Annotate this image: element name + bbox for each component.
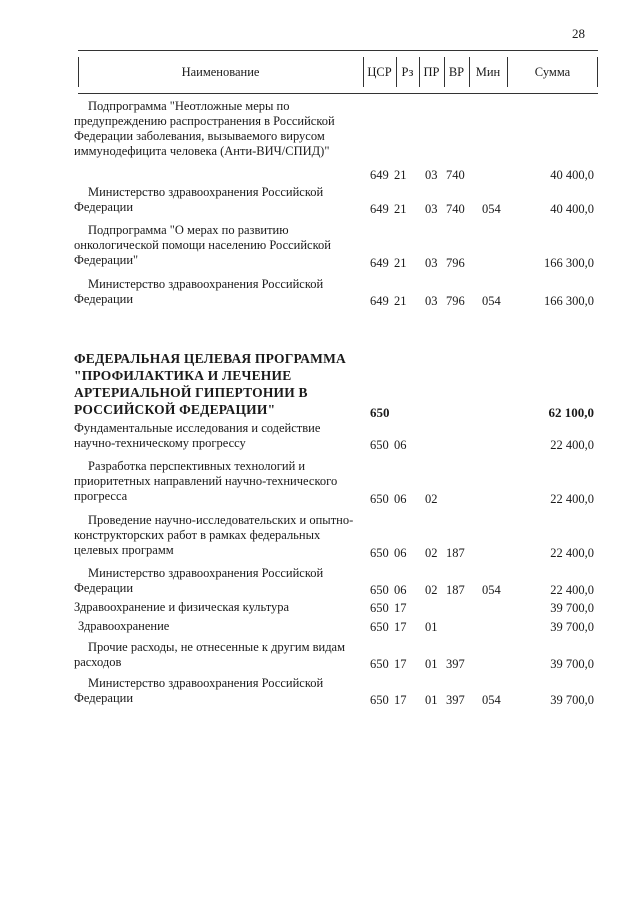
row-vr: 796 [446,294,465,308]
row-csr: 650 [370,438,389,452]
row-rz: 06 [394,583,407,597]
table-row [0,459,640,507]
row-rz: 06 [394,438,407,452]
table-row [0,640,640,672]
row-rz: 06 [394,492,407,506]
row-rz: 21 [394,168,407,182]
row-csr: 650 [370,546,389,560]
table-row [0,676,640,708]
row-csr: 650 [370,492,389,506]
row-pr: 02 [425,492,438,506]
row-vr: 397 [446,693,465,707]
header-min: Мин [475,64,501,79]
row-csr: 649 [370,294,389,308]
row-pr: 01 [425,657,438,671]
row-name: Министерство здравоохранения Российской Федерации [74,277,324,306]
row-rz: 17 [394,601,407,615]
page-number: 28 [572,26,585,41]
table-row [0,619,640,635]
row-csr: 650 [370,405,390,420]
row-min: 054 [482,202,501,216]
table-row [0,277,640,309]
row-name: Здравоохранение и физическая культура [74,600,290,614]
row-sum: 62 100,0 [548,405,594,420]
row-name: Подпрограмма "Неотложные меры по предупреждению распространения в Российской Федерации заболевания, вызываемого вирусом иммунодефицита человека (Анти-ВИЧ/СПИД)" [74,99,335,158]
row-sum: 22 400,0 [550,583,594,597]
row-name: Разработка перспективных технологий и приоритетных направлений научно-технического прогресса [74,459,338,503]
row-pr: 03 [425,256,438,270]
header-sum: Сумма [534,64,571,79]
row-pr: 01 [425,693,438,707]
row-sum: 39 700,0 [550,601,594,615]
row-csr: 650 [370,620,389,634]
row-name: Проведение научно-исследовательских и опытно-конструкторских работ в рамках федеральных целевых программ [74,513,354,557]
row-rz: 21 [394,202,407,216]
table-row [0,185,640,217]
row-min: 054 [482,693,501,707]
table-row [0,600,640,616]
header-divider [597,57,598,87]
row-name: Фундаментальные исследования и содействие научно-техническому прогрессу [74,421,321,450]
row-sum: 39 700,0 [550,693,594,707]
row-csr: 650 [370,693,389,707]
header-name: Наименование [181,64,260,79]
row-vr: 187 [446,546,465,560]
row-vr: 740 [446,202,465,216]
row-sum: 39 700,0 [550,657,594,671]
row-sum: 22 400,0 [550,492,594,506]
header-pr: ПР [423,64,440,79]
row-csr: 649 [370,256,389,270]
row-csr: 650 [370,657,389,671]
table-row [0,566,640,598]
row-sum: 22 400,0 [550,438,594,452]
row-name: Подпрограмма "О мерах по развитию онкологической помощи населению Российской Федерации" [74,223,331,267]
row-pr: 03 [425,202,438,216]
row-csr: 649 [370,202,389,216]
row-vr: 187 [446,583,465,597]
row-name: Министерство здравоохранения Российской Федерации [74,566,324,595]
table-row [0,99,640,183]
row-pr: 01 [425,620,438,634]
row-csr: 649 [370,168,389,182]
row-rz: 17 [394,693,407,707]
header-rz: Рз [401,64,414,79]
row-name: Министерство здравоохранения Российской Федерации [74,676,324,705]
row-sum: 166 300,0 [544,256,594,270]
table-row [0,513,640,561]
row-sum: 166 300,0 [544,294,594,308]
row-rz: 21 [394,256,407,270]
table-row-program-heading [0,350,640,420]
row-rz: 06 [394,546,407,560]
row-rz: 17 [394,657,407,671]
header-vr: ВР [448,64,465,79]
row-name: Прочие расходы, не отнесенные к другим видам расходов [74,640,346,669]
row-min: 054 [482,583,501,597]
table-row [0,223,640,271]
row-rz: 17 [394,620,407,634]
table-row [0,421,640,453]
row-vr: 796 [446,256,465,270]
row-rz: 21 [394,294,407,308]
row-pr: 03 [425,294,438,308]
row-name: Здравоохранение [78,619,170,633]
row-min: 054 [482,294,501,308]
row-csr: 650 [370,601,389,615]
row-pr: 02 [425,583,438,597]
row-sum: 39 700,0 [550,620,594,634]
row-sum: 40 400,0 [550,168,594,182]
row-pr: 02 [425,546,438,560]
row-csr: 650 [370,583,389,597]
row-sum: 22 400,0 [550,546,594,560]
row-sum: 40 400,0 [550,202,594,216]
row-vr: 740 [446,168,465,182]
header-csr: ЦСР [367,64,392,79]
row-vr: 397 [446,657,465,671]
program-heading: ФЕДЕРАЛЬНАЯ ЦЕЛЕВАЯ ПРОГРАММА "ПРОФИЛАКТИКА И ЛЕЧЕНИЕ АРТЕРИАЛЬНОЙ ГИПЕРТОНИИ В РОССИЙСКОЙ ФЕДЕРАЦИИ" [74,351,346,417]
row-pr: 03 [425,168,438,182]
row-name: Министерство здравоохранения Российской Федерации [74,185,324,214]
table-header [78,50,598,94]
